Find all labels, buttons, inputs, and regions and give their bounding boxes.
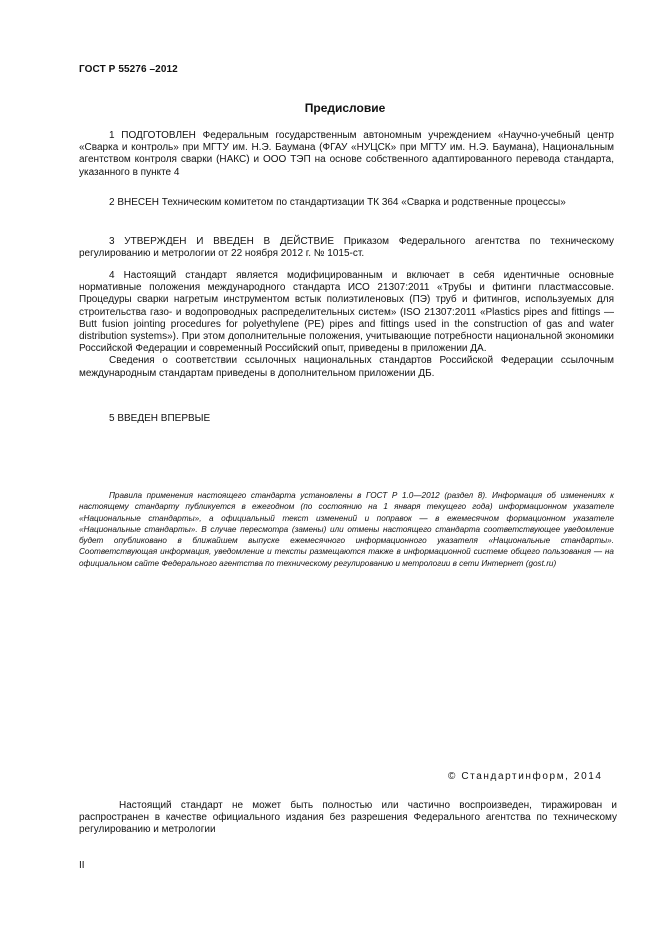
paragraph-modified-standard (79, 270, 614, 380)
paragraph-text: 1 ПОДГОТОВЛЕН Федеральным государственным автономным учреждением «Научно-учебный центр «Сварка и контроль» при МГТУ им. Н.Э. Баумана (ФГАУ «НУЦСК» при МГТУ им. Н.Э. Баумана), Национальным агентством контроля сварки (НАКС) и ООО ТЭП на основе собственного адаптированного перевода стандарта, указанного в пункте 4 (79, 130, 614, 178)
paragraph-introduced-first (79, 413, 614, 425)
page-title: Предисловие (304, 101, 386, 115)
reproduction-notice: Настоящий стандарт не может быть полностью или частично воспроизведен, тиражирован и распространен в качестве официального издания без разрешения Федерального агентства по техническому регулированию и метрологии (79, 800, 617, 836)
standard-code-header: ГОСТ Р 55276 –2012 (79, 64, 178, 75)
paragraph-text: 2 ВНЕСЕН Техническим комитетом по стандартизации ТК 364 «Сварка и родственные процессы» (109, 197, 566, 208)
paragraph-text: 5 ВВЕДЕН ВПЕРВЫЕ (109, 413, 211, 424)
application-rules-note: Правила применения настоящего стандарта установлены в ГОСТ Р 1.0—2012 (раздел 8). Информация об изменениях к настоящему стандарту публикуется в ежегодном (по состоянию на 1 января текущего года) информационном указателе «Национальные стандарты», а официальный текст изменений и поправок — в ежемесячном формационном указателе «Национальные стандарты». В случае пересмотра (замены) или отмены настоящего стандарта соответствующее уведомление будет опубликовано в ближайшем выпуске ежемесячного информационного указателя «Национальные стандарты». Соответствующая информация, уведомление и тексты размещаются также в информационной системе общего пользования — на официальном сайте Федерального агентства по техническому регулированию и метрологии в сети Интернет (gost.ru) (79, 491, 614, 568)
page-number: II (79, 860, 85, 871)
paragraph-text: 4 Настоящий стандарт является модифицированным и включает в себя идентичные основные нормативные положения международного стандарта ИСО 21307:2011 «Трубы и фитинги пластмассовые. Процедуры сварки нагретым инструментом встык полиэтиленовых (ПЭ) труб и фитингов, используемых для строительства газо- и водопроводных распределительных систем» (ISO 21307:2011 «Plastics pipes and fittings — Butt fusion jointing procedures for polyethylene (PE) pipes and fittings used in the construction of gas and water distribution systems»). При этом дополнительные положения, учитывающие потребности национальной экономики Российской Федерации и современный Российский опыт, приведены в приложении ДА. (79, 270, 614, 355)
paragraph-approved (79, 236, 614, 260)
paragraph-submitted-by (79, 197, 614, 209)
paragraph-text: Сведения о соответствии ссылочных национальных стандартов Российской Федерации ссылочным международным стандартам приведены в дополнительном приложении ДБ. (79, 355, 614, 379)
paragraph-prepared-by (79, 130, 614, 179)
paragraph-text: 3 УТВЕРЖДЕН И ВВЕДЕН В ДЕЙСТВИЕ Приказом Федерального агентства по техническому регулированию и метрологии от 22 ноября 2012 г. № 1015-ст. (79, 236, 614, 260)
copyright-line: © Стандартинформ, 2014 (448, 771, 603, 782)
